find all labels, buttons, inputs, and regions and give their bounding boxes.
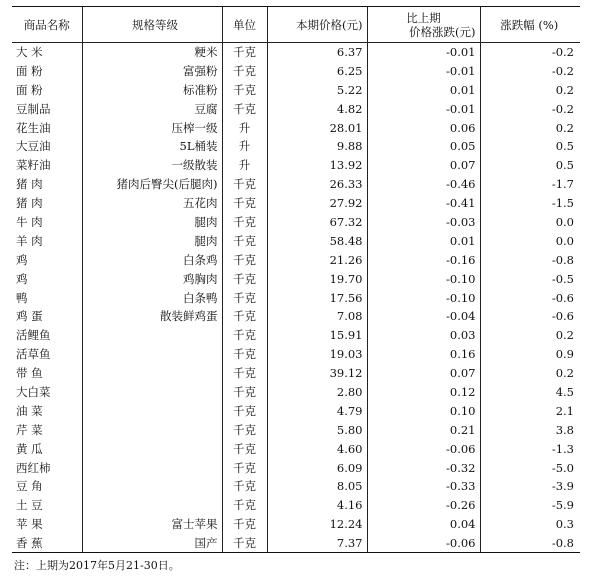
table-row <box>12 61 580 80</box>
cell-price-change: -0.04 <box>367 307 480 326</box>
cell-current-price: 7.08 <box>267 307 367 326</box>
cell-change-percent: -0.6 <box>480 288 580 307</box>
cell-unit: 千克 <box>222 326 267 345</box>
cell-change-percent: -0.5 <box>480 269 580 288</box>
cell-spec-grade: 散装鲜鸡蛋 <box>82 307 222 326</box>
cell-spec-grade <box>82 383 222 402</box>
cell-unit: 升 <box>222 137 267 156</box>
cell-unit: 千克 <box>222 269 267 288</box>
cell-current-price: 58.48 <box>267 231 367 250</box>
cell-unit: 千克 <box>222 439 267 458</box>
cell-unit: 升 <box>222 118 267 137</box>
cell-price-change: -0.33 <box>367 477 480 496</box>
cell-product-name: 猪 肉 <box>16 196 43 211</box>
cell-current-price: 6.09 <box>267 458 367 477</box>
cell-current-price: 17.56 <box>267 288 367 307</box>
cell-spec-grade: 富士苹果 <box>82 515 222 534</box>
table-row <box>12 515 580 534</box>
cell-unit: 升 <box>222 156 267 175</box>
cell-unit: 千克 <box>222 307 267 326</box>
table-body <box>12 43 580 553</box>
table-row <box>12 345 580 364</box>
cell-change-percent: -0.2 <box>480 61 580 80</box>
cell-current-price: 39.12 <box>267 364 367 383</box>
cell-product-name: 鸡 <box>16 271 28 286</box>
cell-unit: 千克 <box>222 496 267 515</box>
table-row <box>12 137 580 156</box>
cell-unit: 千克 <box>222 175 267 194</box>
cell-price-change: -0.06 <box>367 439 480 458</box>
cell-product-name: 豆 角 <box>16 479 43 494</box>
cell-product-name: 豆制品 <box>16 101 51 116</box>
table-row <box>12 307 580 326</box>
cell-unit: 千克 <box>222 364 267 383</box>
cell-price-change: 0.05 <box>367 137 480 156</box>
cell-unit: 千克 <box>222 250 267 269</box>
cell-product-name: 苹 果 <box>16 517 43 532</box>
cell-current-price: 6.25 <box>267 61 367 80</box>
cell-unit: 千克 <box>222 420 267 439</box>
cell-price-change: 0.07 <box>367 156 480 175</box>
table-row <box>12 439 580 458</box>
cell-product-name: 牛 肉 <box>16 214 43 229</box>
cell-price-change: 0.07 <box>367 364 480 383</box>
cell-spec-grade: 5L桶装 <box>82 137 222 156</box>
price-table-container <box>12 6 580 573</box>
cell-product-name: 大 米 <box>16 45 43 60</box>
cell-current-price: 27.92 <box>267 194 367 213</box>
cell-price-change: -0.26 <box>367 496 480 515</box>
cell-spec-grade: 富强粉 <box>82 61 222 80</box>
cell-price-change: -0.32 <box>367 458 480 477</box>
table-row <box>12 496 580 515</box>
cell-product-name: 鸡 蛋 <box>16 309 43 324</box>
cell-product-name: 羊 肉 <box>16 233 43 248</box>
cell-price-change: -0.10 <box>367 269 480 288</box>
cell-product-name: 香 蕉 <box>12 534 82 553</box>
cell-product-name: 花生油 <box>16 120 51 135</box>
cell-spec-grade <box>82 326 222 345</box>
cell-price-change: 0.01 <box>367 80 480 99</box>
cell-spec-grade: 白条鸡 <box>82 250 222 269</box>
cell-price-change: -0.41 <box>367 194 480 213</box>
table-row <box>12 477 580 496</box>
cell-unit: 千克 <box>222 401 267 420</box>
footnote: 注：上期为2017年5月21-30日。 <box>14 559 180 573</box>
cell-product-name: 鸭 <box>16 290 28 305</box>
table-row <box>12 534 580 553</box>
cell-current-price: 7.37 <box>267 534 367 553</box>
cell-spec-grade <box>82 420 222 439</box>
table-row <box>12 250 580 269</box>
cell-price-change: 0.16 <box>367 345 480 364</box>
cell-price-change: -0.46 <box>367 175 480 194</box>
cell-change-percent: 0.2 <box>480 364 580 383</box>
cell-spec-grade <box>82 364 222 383</box>
cell-unit: 千克 <box>222 458 267 477</box>
cell-change-percent: -5.9 <box>480 496 580 515</box>
cell-unit: 千克 <box>222 345 267 364</box>
table-row <box>12 156 580 175</box>
cell-unit: 千克 <box>222 515 267 534</box>
cell-current-price: 5.22 <box>267 80 367 99</box>
table-row <box>12 175 580 194</box>
header-price-change-line2: 价格涨跌(元) <box>409 24 476 39</box>
cell-change-percent: -1.3 <box>480 439 580 458</box>
cell-spec-grade: 豆腐 <box>82 99 222 118</box>
cell-change-percent: 0.0 <box>480 213 580 232</box>
cell-change-percent: -0.8 <box>480 250 580 269</box>
table-row <box>12 383 580 402</box>
cell-current-price: 2.80 <box>267 383 367 402</box>
cell-spec-grade: 压榨一级 <box>82 118 222 137</box>
cell-price-change: -0.01 <box>367 43 480 62</box>
cell-current-price: 9.88 <box>267 137 367 156</box>
cell-change-percent: 3.8 <box>480 420 580 439</box>
cell-change-percent: 0.9 <box>480 345 580 364</box>
header-product-name: 商品名称 <box>12 7 82 43</box>
cell-current-price: 6.37 <box>267 43 367 62</box>
cell-price-change: 0.01 <box>367 231 480 250</box>
cell-price-change: 0.21 <box>367 420 480 439</box>
cell-change-percent: 4.5 <box>480 383 580 402</box>
table-row <box>12 99 580 118</box>
cell-product-name: 带 鱼 <box>16 366 43 381</box>
cell-current-price: 8.05 <box>267 477 367 496</box>
cell-change-percent: 0.0 <box>480 231 580 250</box>
cell-current-price: 19.03 <box>267 345 367 364</box>
table-row <box>12 43 580 62</box>
cell-change-percent: -0.6 <box>480 307 580 326</box>
cell-price-change: 0.04 <box>367 515 480 534</box>
cell-spec-grade: 腿肉 <box>82 213 222 232</box>
header-price-change-line1: 比上期 <box>406 10 441 25</box>
cell-unit: 千克 <box>222 213 267 232</box>
table-row <box>12 269 580 288</box>
cell-product-name: 菜籽油 <box>16 158 51 173</box>
cell-change-percent: -5.0 <box>480 458 580 477</box>
cell-change-percent: -0.2 <box>480 99 580 118</box>
cell-spec-grade: 猪肉后臀尖(后腿肉) <box>82 175 222 194</box>
cell-current-price: 21.26 <box>267 250 367 269</box>
table-row <box>12 401 580 420</box>
cell-change-percent: 0.3 <box>480 515 580 534</box>
cell-product-name: 面 粉 <box>16 82 43 97</box>
cell-price-change: 0.06 <box>367 118 480 137</box>
cell-current-price: 13.92 <box>267 156 367 175</box>
cell-product-name: 油 菜 <box>16 403 43 418</box>
cell-spec-grade <box>82 477 222 496</box>
cell-current-price: 26.33 <box>267 175 367 194</box>
cell-unit: 千克 <box>222 288 267 307</box>
cell-current-price: 12.24 <box>267 515 367 534</box>
cell-product-name: 黄 瓜 <box>16 441 43 456</box>
cell-change-percent: -1.5 <box>480 194 580 213</box>
cell-price-change: 0.12 <box>367 383 480 402</box>
cell-change-percent: 0.2 <box>480 326 580 345</box>
cell-change-percent: -0.8 <box>480 534 580 553</box>
cell-current-price: 15.91 <box>267 326 367 345</box>
cell-spec-grade: 国产 <box>82 534 222 553</box>
cell-unit: 千克 <box>222 194 267 213</box>
cell-change-percent: -0.2 <box>480 43 580 62</box>
table-row <box>12 231 580 250</box>
cell-product-name: 大豆油 <box>16 139 51 154</box>
table-row <box>12 420 580 439</box>
cell-spec-grade <box>82 496 222 515</box>
cell-spec-grade: 标准粉 <box>82 80 222 99</box>
price-table <box>12 6 580 553</box>
table-row <box>12 194 580 213</box>
cell-price-change: 0.10 <box>367 401 480 420</box>
header-change-percent: 涨跌幅 (%) <box>480 7 580 43</box>
cell-price-change: -0.10 <box>367 288 480 307</box>
cell-product-name: 西红柿 <box>16 460 51 475</box>
cell-current-price: 4.16 <box>267 496 367 515</box>
header-price-change <box>367 7 480 43</box>
cell-spec-grade <box>82 345 222 364</box>
cell-change-percent: -3.9 <box>480 477 580 496</box>
cell-product-name: 鸡 <box>16 252 28 267</box>
cell-product-name: 猪 肉 <box>16 177 43 192</box>
cell-change-percent: 2.1 <box>480 401 580 420</box>
cell-current-price: 4.79 <box>267 401 367 420</box>
cell-spec-grade <box>82 401 222 420</box>
cell-current-price: 28.01 <box>267 118 367 137</box>
cell-price-change: -0.01 <box>367 99 480 118</box>
cell-price-change: -0.01 <box>367 61 480 80</box>
cell-spec-grade: 白条鸭 <box>82 288 222 307</box>
header-unit: 单位 <box>222 7 267 43</box>
header-current-price: 本期价格(元) <box>267 7 367 43</box>
cell-spec-grade <box>82 458 222 477</box>
cell-spec-grade: 一级散装 <box>82 156 222 175</box>
cell-spec-grade: 鸡胸肉 <box>82 269 222 288</box>
header-spec-grade: 规格等级 <box>82 7 222 43</box>
cell-unit: 千克 <box>222 61 267 80</box>
table-row <box>12 458 580 477</box>
cell-product-name: 芹 菜 <box>16 422 43 437</box>
cell-current-price: 4.60 <box>267 439 367 458</box>
cell-price-change: -0.03 <box>367 213 480 232</box>
cell-current-price: 5.80 <box>267 420 367 439</box>
cell-change-percent: 0.5 <box>480 137 580 156</box>
cell-unit: 千克 <box>222 231 267 250</box>
cell-change-percent: 0.2 <box>480 118 580 137</box>
table-row <box>12 288 580 307</box>
cell-price-change: 0.03 <box>367 326 480 345</box>
cell-unit: 千克 <box>222 477 267 496</box>
table-row <box>12 364 580 383</box>
cell-product-name: 土 豆 <box>16 498 43 513</box>
table-row <box>12 326 580 345</box>
cell-change-percent: 0.5 <box>480 156 580 175</box>
cell-current-price: 4.82 <box>267 99 367 118</box>
cell-product-name: 活草鱼 <box>16 347 51 362</box>
table-row <box>12 118 580 137</box>
cell-unit: 千克 <box>222 99 267 118</box>
table-row <box>12 213 580 232</box>
cell-current-price: 19.70 <box>267 269 367 288</box>
cell-spec-grade: 五花肉 <box>82 194 222 213</box>
cell-unit: 千克 <box>222 43 267 62</box>
cell-unit: 千克 <box>222 383 267 402</box>
cell-change-percent: -1.7 <box>480 175 580 194</box>
cell-price-change: -0.06 <box>367 534 480 553</box>
cell-spec-grade: 粳米 <box>82 43 222 62</box>
table-row <box>12 80 580 99</box>
cell-product-name: 活鲤鱼 <box>16 328 51 343</box>
cell-change-percent: 0.2 <box>480 80 580 99</box>
cell-unit: 千克 <box>222 534 267 553</box>
cell-price-change: -0.16 <box>367 250 480 269</box>
cell-unit: 千克 <box>222 80 267 99</box>
cell-product-name: 面 粉 <box>16 63 43 78</box>
cell-spec-grade <box>82 439 222 458</box>
cell-product-name: 大白菜 <box>16 384 51 399</box>
cell-current-price: 67.32 <box>267 213 367 232</box>
table-header <box>12 7 580 43</box>
cell-spec-grade: 腿肉 <box>82 231 222 250</box>
